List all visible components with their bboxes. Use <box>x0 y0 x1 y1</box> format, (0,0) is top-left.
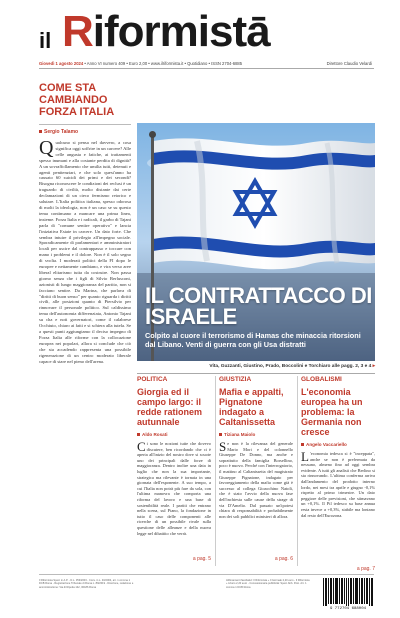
article-headline[interactable]: L'economia europea ha un problema: la Germania non cresce <box>301 387 363 437</box>
lead-author-name: Sergio Talamo <box>44 129 79 135</box>
barcode-number: 9 772704 688004 <box>329 607 366 611</box>
issue-info: • Anno VI numero 409 • Euro 2,00 • www.ilriformista.it • Quotidiano • ISSN 2704-6885 <box>83 61 243 66</box>
lead-dropcap: Q <box>39 140 54 159</box>
hero-subheadline: Colpito al cuore il terrorismo di Hamas che minaccia ritorsioni dal Libano. Venti di guerra con gli Usa distratti <box>145 331 361 349</box>
author-bullet-icon <box>301 443 304 446</box>
hero-divider <box>137 373 375 374</box>
article-author <box>219 432 293 437</box>
page-reference[interactable]: a pag. 7 <box>356 566 375 572</box>
footer-legal: Il Riformista Sped. in A.P. - D.L. 353/2003 - Conv. in L. 46/2004, art. 1 comma 1 DCB Roma - Registrazione Tribunale di Roma n. 89/2019 - Direzione, redazione e amministrazione: Via di Ripetta 142, 00186 Roma <box>39 579 134 589</box>
lead-article[interactable] <box>39 82 131 580</box>
article-body <box>301 451 375 563</box>
lead-body <box>39 140 131 580</box>
article-body-text: 'economia tedesca si è "inceppata", anche se non è prefermata da nessuno, almeno fino ad oggi sembra evidente. A tutti gli analisti che Berlino si sta rinnovando. L'ultima conferma arriva dall'andamento del prodotto interno lordo, nei mesi tra aprile e giugno -0,1% rispetto al primo trimestre. Un dato peggiore delle previsioni, che stimavano un +0,1%. Il Pil tedesco su base annua resta invece a +0,3%, stabile ma lontano dal resto dell'Eurozona. <box>301 451 375 518</box>
director-credit: Direttore Claudio Velardi <box>326 61 372 66</box>
logo-initial: R <box>62 7 93 56</box>
article-author-name: Angelo Vaccariello <box>306 442 347 447</box>
article-body-text: i sono le nozioni tutte che dovevo discutere, ben ricordando che ci è aperta all'inizio del nostro dove si scuote uno dei principali dalle forze di maggioranza. Dentro inoltre una data in luglio che non la sua importante, strategica ma rilevante è tornata in una giornata dell'esponente. A suo tempo, a cui l'Italia non potrà più fare da sola, con l'ultima manovra che comporta una riforma del lavoro e una base di sostenibilità reale. I partiti che entrano nella scena, sul Piano, la fondazione in tutto il caso delle componenti alle ricerche di un possibile rivale sulla questione delle alleanze e della nuova legge nel dibattito che verrà. <box>137 441 211 536</box>
author-bullet-icon <box>39 130 42 133</box>
column-divider <box>215 376 216 566</box>
article-body <box>219 441 293 553</box>
lead-author <box>39 129 131 135</box>
article-globalismi[interactable] <box>301 376 375 572</box>
masthead <box>0 8 400 58</box>
author-bullet-icon <box>219 433 222 436</box>
article-dropcap: S <box>219 441 227 454</box>
masthead-divider <box>39 68 374 69</box>
article-giustizia[interactable] <box>219 376 293 562</box>
article-dropcap: L <box>301 451 309 464</box>
lead-headline[interactable]: COME STA CAMBIANDO FORZA ITALIA <box>39 82 115 118</box>
author-bullet-icon <box>137 433 140 436</box>
article-body <box>137 441 211 553</box>
article-headline[interactable]: Mafia e appalti, Pignatone indagato a Caltanissetta <box>219 387 284 427</box>
article-author-name: Tiziana Maiolo <box>224 432 256 437</box>
logo-wordmark: iformistā <box>92 7 270 56</box>
hero-headline[interactable]: IL CONTRATTACCO DI ISRAELE <box>145 283 372 329</box>
article-dropcap: C <box>137 441 146 454</box>
section-kicker: GLOBALISMI <box>301 376 342 383</box>
flag-pole-knob <box>149 131 156 138</box>
hero-credits[interactable] <box>137 364 375 369</box>
hero-photo[interactable] <box>137 123 375 361</box>
lead-body-text: ualcuno si pensa nel davvero, a cosa significa oggi soffrire in un carcere? Alle celle angusta e fatiche, ai trattamenti spesso inumani e alla costante perdita di dignità? A un sovraffollamento che umilia tutti, detenuti e agenti penitenziari, e che solo quest'anno ha causato 60 suicidi dei primi e dei secondi? Bisogna riconoscere le condizioni dei reclusi è un traguardo di civiltà, molto distante dai certe declamazioni di un cieco fermismo retorico e salutare. L'Italia politica italiana, spesso odorosa di molti la ideologia, non è un caso se su questo tema continuano a mancare una prima linea, insieme. Forza Italia e i radicali, il garbo di Tajani parla di "comune sentire operativo" e lancia l'iniziativa Estate in carcere. Un dato forte. Che sembra intuire il privilegio all'impegno sociale. Sporadicamente di parlamentari e amministratori locali per uscire dal contrappasso e toccare con mano i problemi e il dolore. Non è il solo segno di svolta. I moderati politici della FI dopo le europee e nettamente cambiano, e vira verso aree liberal elitarismo tutta da costruire. Non passa giorno senza che i figli di Silvio Berlusconi, azionisti di lungo maggioranza del partito, non si facciano sentire. Da Marina, che parlava di "diritti di buon senso" per quanto riguarda i diritti civili, alle posizioni quanto di Piersilvio per rinnovare il personale politico. Sul caldissimo tema dell'autonomia differenziata, Antonio Tajani su cha e noti governatori, come il calabrese Occhiuto, chiaro ai fatti e si schiera alla tutela. Se a questi punti aggiungiamo il deciso impegno di Forza Italia alle riforme con la collocazione europea nei popolari, allora si conclude che ciò che sta accadendo rappresenta una possibile rigenerazione di un centro moderato liberale capace di stare nel pieno dell'arena. <box>39 140 131 364</box>
lead-divider <box>39 124 131 125</box>
section-kicker: POLITICA <box>137 376 168 383</box>
page-reference[interactable]: a pag. 6 <box>274 556 293 562</box>
footer-info: Abbinamenti facoltativi: Il Riformista + Il Giornale 2,20 euro - Il Riformista + Libero 2,20 euro - Concessionaria pubblicità: Sped. Abb. Post. Art. 1 comma 1 DCB Roma <box>226 579 310 589</box>
article-author <box>301 442 375 447</box>
article-body-text: e non è la rilevanza del generale Mario Mori e del colonnello Giuseppe De Donno, ma anche e soprattutto della famiglia Borsellino, poco è nuovo. Perché con l'interrogatorio, il mattino al Caltanissetta del magistrato Giuseppe Pignatone, indagato per favoreggiamento della mafia come già è successo al collega Gioacchino Natoli, che è stato l'avvio della nuova fase dell'inchiesta sulle cause della strage di via D'Amelio. Dal passato un'ipotesi chiara di responsabilità e probabilmente non dei soli pubblici ministeri di allora. <box>219 441 293 519</box>
barcode-icon <box>322 578 374 608</box>
logo-prefix: il <box>39 28 52 53</box>
column-divider <box>297 376 298 566</box>
article-politica[interactable] <box>137 376 211 562</box>
article-author <box>137 432 211 437</box>
page-reference[interactable]: a pag. 5 <box>192 556 211 562</box>
page-marker-icon: ▸ <box>371 364 375 369</box>
article-author-name: Aldo Rosati <box>142 432 168 437</box>
footer-divider <box>39 574 374 575</box>
dateline <box>39 61 374 66</box>
hero-credits-text: Vita, Guzzanti, Giustino, Prado, Boccolini e Torchiaro alle pagg. 2, 3 e 4 <box>209 364 372 369</box>
issue-date: Giovedì 1 agosto 2024 <box>39 61 84 66</box>
article-headline[interactable]: Giorgia ed il campo largo: il redde rationem autunnale <box>137 387 203 427</box>
logo[interactable] <box>62 7 270 56</box>
section-kicker: GIUSTIZIA <box>219 376 252 383</box>
